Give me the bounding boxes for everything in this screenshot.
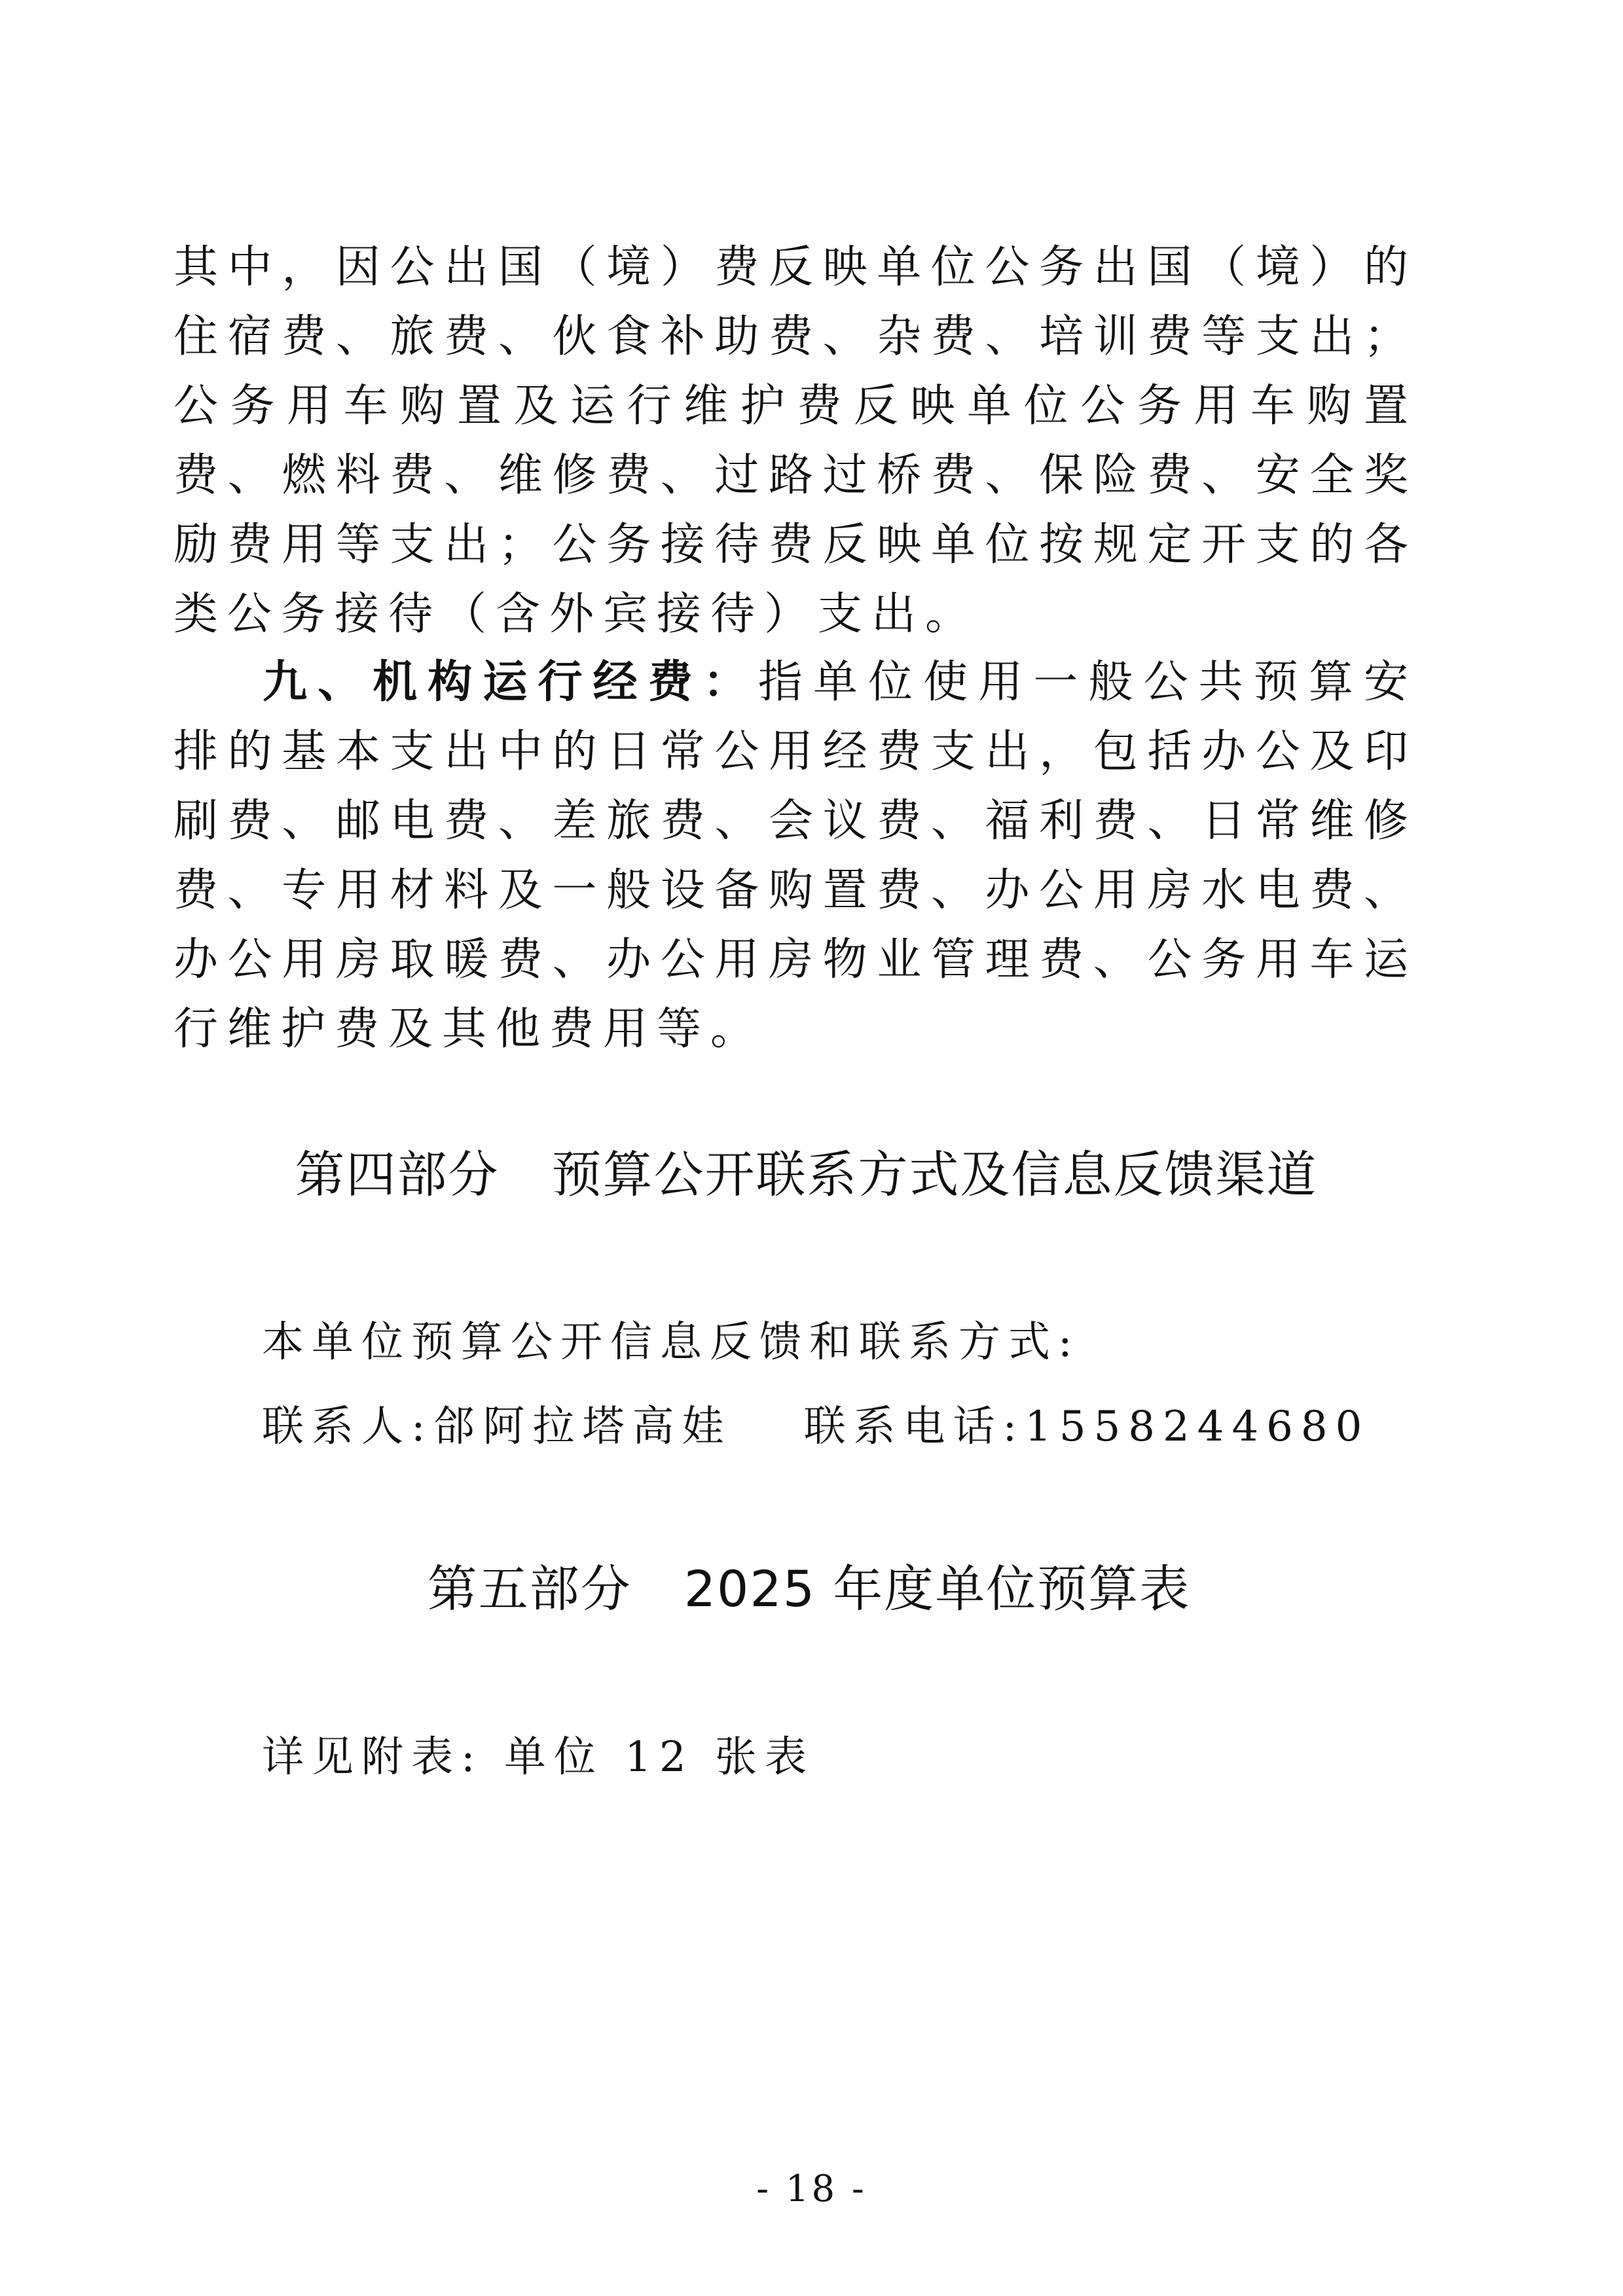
section-4-part: 第四部分: [295, 1145, 500, 1204]
paragraph-institution-operating-funds: [173, 648, 1417, 1064]
contact-name: 郃阿拉塔高娃: [433, 1403, 732, 1451]
phone-label: 联系电话:: [803, 1403, 1025, 1451]
paragraph-lead-term: 九、机构运行经费：: [263, 656, 758, 708]
page-number: - 18 -: [756, 2168, 867, 2210]
section-4-heading: [0, 1142, 1618, 1208]
phone-number: 1558244680: [1025, 1403, 1370, 1451]
section-5-part: 第五部分: [427, 1560, 632, 1618]
section-5-title: 2025 年度单位预算表: [684, 1560, 1191, 1618]
section-5-heading: [0, 1556, 1620, 1622]
paragraph-expense-definitions: 其中，因公出国（境）费反映单位公务出国（境）的住宿费、旅费、伙食补助费、杂费、培训费等支出；公务用车购置及运行维护费反映单位公务用车购置费、燃料费、维修费、过路过桥费、保险费、安全奖励费用等支出；公务接待费反映单位按规定开支的各类公务接待（含外宾接待）支出。: [173, 242, 1417, 640]
attachment-note: 详见附表: 单位 12 张表: [262, 1733, 815, 1782]
section-4-title: 预算公开联系方式及信息反馈渠道: [551, 1145, 1318, 1204]
contact-line: [262, 1397, 1370, 1456]
paragraph-body: 指单位使用一般公共预算安排的基本支出中的日常公用经费支出，包括办公及印刷费、邮电费、差旅费、会议费、福利费、日常维修费、专用材料及一般设备购置费、办公用房水电费、办公用房取暖费、办公用房物业管理费、公务用车运行维护费及其他费用等。: [173, 656, 1417, 1055]
contact-label: 联系人:: [262, 1403, 433, 1451]
contact-intro: 本单位预算公开信息反馈和联系方式:: [262, 1318, 1080, 1367]
